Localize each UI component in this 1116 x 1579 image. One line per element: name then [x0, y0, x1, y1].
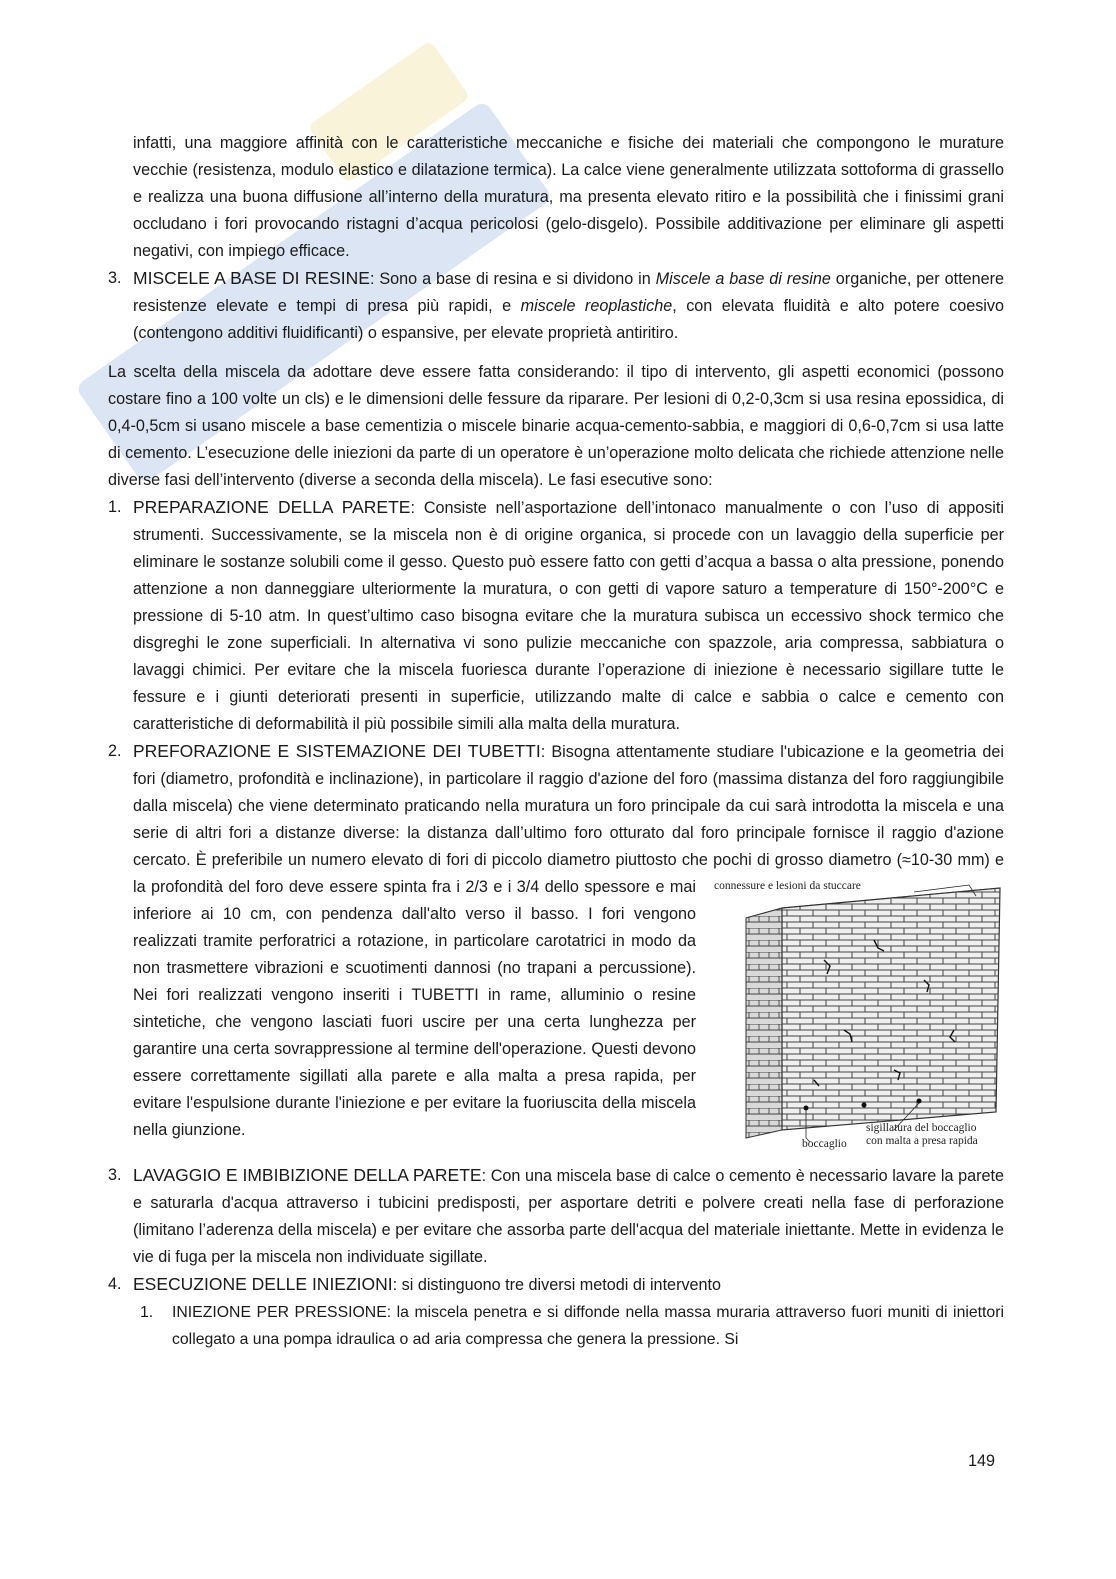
step-text: : si distinguono tre diversi metodi di intervento [392, 1276, 722, 1294]
list-text: , con elevata fluidità e alto potere coesivo (contengono additivi fluidificanti) o espansive, per elevate proprietà antiritiro. [133, 297, 1005, 342]
step-heading: ESECUZIONE DELLE INIEZIONI [133, 1274, 393, 1294]
step-item-4 [108, 1271, 1004, 1299]
list-italic: miscele reoplastiche [520, 297, 673, 315]
figure-label-connessure: connessure e lesioni da stuccare [714, 880, 861, 892]
list-number: 4. [108, 1275, 122, 1293]
list-number: 3. [108, 269, 122, 287]
step-item-2 [108, 738, 1004, 1162]
list-heading: MISCELE A BASE DI RESINE [133, 268, 370, 288]
sub-list-number: 1. [140, 1304, 154, 1321]
step-item-1 [108, 494, 1004, 738]
list-number: 3. [108, 1166, 122, 1184]
page-content [108, 130, 1004, 1353]
sub-step-item-1 [108, 1299, 1004, 1353]
step-text: : Con una miscela base di calce o cemento è necessario lavare la parete e saturarla d'acqua attraverso i tubicini predisposti, per asportare detriti e polvere creati nella fase di perforazione (limitano l’aderenza della miscela) e per evitare che assorba parte dell'acqua del materiale iniettante. Mette in evidenza le vie di fuga per la miscela non individuate sigillate. [133, 1167, 1004, 1266]
sub-step-heading: INIEZIONE PER PRESSIONE [172, 1304, 387, 1321]
step-text-continued: essere spinta fra i 2/3 e i 3/4 dello spessore e mai inferiore ai 10 cm, con pendenza dall'alto verso il basso. I fori vengono realizzati tramite perforatrici a rotazione, in particolare carotatrici in modo da non trasmettere vibrazioni e scuotimenti dannosi (no trapani a percussione). Nei fori realizzati vengono inseriti i TUBETTI in rame, alluminio o resine sintetiche, che vengono lasciati fuori uscire per una certa lunghezza per garantire una certa sovrappressione al termine dell'operazione. Questi devono essere correttamente sigillati alla parete e alla malta a presa rapida, per evitare l'espulsione durante l'iniezione e per evitare la fuoriuscita della miscela nella giunzione. [133, 878, 696, 1139]
step-heading: PREPARAZIONE DELLA PARETE [133, 497, 411, 517]
list-text: organiche, per ottenere resistenze elevate e tempi di presa più rapidi, e [133, 270, 1004, 315]
page-number: 149 [968, 1452, 996, 1470]
step-text: : Bisogna attentamente studiare l'ubicazione e la geometria dei fori (diametro, profondità e inclinazione), in particolare il raggio d'azione del foro (massima distanza del foro raggiungibile dalla miscela) che viene determinato praticando nella muratura un foro principale da cui sarà introdotta la miscela e una serie di altri fori a distanze diverse: la distanza dall’ultimo foro otturato dal foro principale fornisce il raggio d'azione cercato. È preferibile un numero elevato di fori di piccolo diametro piuttosto che pochi di grosso diametro (≈10-30 mm) e la profondità del foro deve [133, 743, 1004, 896]
intro-paragraph: infatti, una maggiore affinità con le caratteristiche meccaniche e fisiche dei materiali che compongono le murature vecchie (resistenza, modulo elastico e dilatazione termica). La calce viene generalmente utilizzata sottoforma di grassello e realizza una buona diffusione all’interno della muratura, ma presenta elevato ritiro e la possibilità che i finissimi grani occludano i fori provocando ristagni d’acqua pericolosi (gelo-disgelo). Possibile additivazione per eliminare gli aspetti negativi, con impiego efficace. [133, 134, 1004, 260]
sub-step-text: : la miscela penetra e si diffonde nella massa muraria attraverso fuori muniti di iniettori collegato a una pompa idraulica o ad aria compressa che genera la pressione. Si [172, 1304, 1004, 1348]
brick-wall-figure [714, 880, 1004, 1158]
step-heading: LAVAGGIO E IMBIBIZIONE DELLA PARETE [133, 1165, 482, 1185]
step-heading: PREFORAZIONE E SISTEMAZIONE DEI TUBETTI [133, 741, 541, 761]
brick-wall-illustration [714, 880, 1004, 1158]
figure-label-sigillatura-1: sigillatura del boccaglio [866, 1122, 977, 1134]
step-item-3 [108, 1162, 1004, 1271]
list-text: : Sono a base di resina e si dividono in [369, 270, 656, 288]
figure-label-sigillatura-2: con malta a presa rapida [866, 1135, 978, 1147]
choice-paragraph: La scelta della miscela da adottare deve essere fatta considerando: il tipo di intervento, gli aspetti economici (possono costare fino a 100 volte un cls) e le dimensioni delle fessure da riparare. Per lesioni di 0,2-0,3cm si usa resina epossidica, di 0,4-0,5cm si usano miscele a base cementizia o miscele binarie acqua-cemento-sabbia, e maggiori di 0,6-0,7cm si usa latte di cemento. L’esecuzione delle iniezioni da parte di un operatore è un’operazione molto delicata che richiede attenzione nelle diverse fasi dell’intervento (diverse a seconda della miscela). Le fasi esecutive sono: [108, 363, 1004, 489]
step-text: : Consiste nell’asportazione dell’intonaco manualmente o con l’uso di appositi strumenti. Successivamente, se la miscela non è di origine organica, si procede con un lavaggio della superficie per eliminare le sostanze solubili come il gesso. Questo può essere fatto con getti d’acqua a bassa o alta pressione, ponendo attenzione a non danneggiare ulteriormente la muratura, o con getti di vapore saturo a temperature di 150°-200°C e pressione di 5-10 atm. In quest’ultimo caso bisogna evitare che la muratura subisca un eccessivo shock termico che disgreghi le zone superficiali. In alternativa vi sono pulizie meccaniche con spazzole, aria compressa, sabbiatura o lavaggi chimici. Per evitare che la miscela fuoriesca durante l’operazione di iniezione è necessario sigillare tutte le fessure e i giunti deteriorati presenti in superficie, utilizzando malte di calce e sabbia o calce e cemento con caratteristiche di deformabilità il più possibile simili alla malta della muratura. [133, 499, 1004, 733]
figure-label-boccaglio: boccaglio [802, 1138, 847, 1150]
list-number: 1. [108, 498, 122, 516]
list-item-resine [108, 265, 1004, 347]
list-number: 2. [108, 742, 122, 760]
list-italic: Miscele a base di resine [655, 270, 831, 288]
